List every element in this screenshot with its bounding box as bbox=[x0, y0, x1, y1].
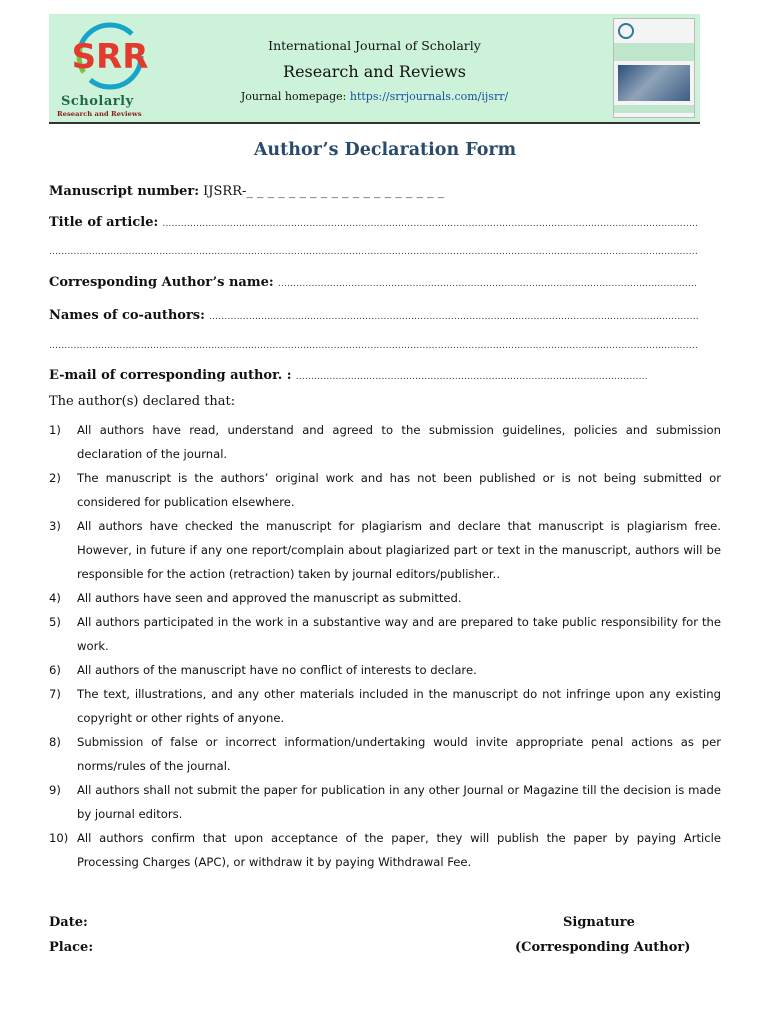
list-item: 8) Submission of false or incorrect information/undertaking would invite appropriate penal actions as per norms/rules of the journal. bbox=[49, 735, 721, 773]
page-title: Author’s Declaration Form bbox=[253, 140, 517, 160]
cover-photo bbox=[618, 65, 690, 101]
article-title-dots-2: .................................................................................................................................................................................................................... bbox=[49, 247, 698, 257]
journal-cover-image bbox=[613, 18, 695, 118]
signature-label: Signature bbox=[563, 915, 635, 930]
manuscript-number-value: IJSRR-_ _ _ _ _ _ _ _ _ _ _ _ _ _ _ _ _ _ _ bbox=[199, 184, 445, 199]
list-item: 4) All authors have seen and approved the manuscript as submitted. bbox=[49, 591, 462, 605]
list-item: 7) The text, illustrations, and any other materials included in the manuscript do not infringe upon any existing copyright or other rights of anyone. bbox=[49, 687, 721, 725]
list-item: 2) The manuscript is the authors’ original work and has not been published or is not being submitted or considered for publication elsewhere. bbox=[49, 471, 721, 509]
list-item: 5) All authors participated in the work in a substantive way and are prepared to take public responsibility for the work. bbox=[49, 615, 721, 653]
list-item: 6) All authors of the manuscript have no conflict of interests to declare. bbox=[49, 663, 477, 677]
list-item: 10) All authors confirm that upon acceptance of the paper, they will publish the paper by paying Article Processing Charges (APC), or withdraw it by paying Withdrawal Fee. bbox=[49, 831, 721, 869]
list-item: 3) All authors have checked the manuscript for plagiarism and declare that manuscript is plagiarism free. However, in future if any one report/complain about plagiarized part or text in the manuscript, authors will be responsible for the action (retraction) taken by journal editors/publisher.. bbox=[49, 519, 721, 581]
email-label: E-mail of corresponding author. : bbox=[49, 368, 292, 383]
corresponding-author-label: Corresponding Author’s name: bbox=[49, 275, 274, 290]
journal-homepage bbox=[49, 90, 700, 103]
srr-logo-icon bbox=[63, 20, 159, 92]
coauthors-dots: ................................................................................................................................................................ bbox=[209, 312, 699, 322]
manuscript-number-field[interactable] bbox=[49, 184, 444, 199]
journal-header bbox=[49, 14, 700, 124]
homepage-link[interactable]: https://srrjournals.com/ijsrr/ bbox=[349, 90, 509, 103]
article-title-field[interactable] bbox=[49, 215, 698, 230]
cover-title-band bbox=[614, 43, 694, 61]
place-label: Place: bbox=[49, 940, 94, 955]
article-title-label: Title of article: bbox=[49, 215, 159, 230]
cover-logo-icon bbox=[618, 23, 634, 39]
logo-letters: SRR bbox=[71, 37, 149, 77]
coauthors-field[interactable] bbox=[49, 308, 699, 323]
logo-scholarly-text: Scholarly bbox=[61, 94, 134, 109]
email-dots: ................................................................................................................... bbox=[295, 372, 648, 382]
list-item: 1) All authors have read, understand and agreed to the submission guidelines, policies and submission declaration of the journal. bbox=[49, 423, 721, 461]
logo-research-text: Research and Reviews bbox=[57, 110, 142, 118]
article-title-dots: ............................................................................................................................................................................... bbox=[162, 219, 699, 229]
coauthors-dots-2: .................................................................................................................................................................................................................... bbox=[49, 341, 698, 351]
coauthors-line2[interactable] bbox=[49, 337, 698, 352]
date-label: Date: bbox=[49, 915, 88, 930]
coauthors-label: Names of co-authors: bbox=[49, 308, 205, 323]
article-title-line2[interactable] bbox=[49, 243, 698, 258]
manuscript-number-label: Manuscript number: bbox=[49, 184, 200, 199]
list-item: 9) All authors shall not submit the paper for publication in any other Journal or Magazine till the decision is made by journal editors. bbox=[49, 783, 721, 821]
corresponding-author-sign-label: (Corresponding Author) bbox=[515, 940, 691, 955]
journal-name-line1: International Journal of Scholarly bbox=[268, 38, 481, 53]
email-field[interactable] bbox=[49, 368, 648, 383]
cover-footer-band bbox=[614, 105, 694, 113]
journal-name-line2: Research and Reviews bbox=[283, 62, 466, 81]
declared-intro: The author(s) declared that: bbox=[49, 394, 236, 409]
declaration-list bbox=[49, 418, 721, 874]
homepage-label: Journal homepage: bbox=[240, 90, 350, 103]
corresponding-author-dots: ......................................................................................................................................... bbox=[277, 279, 698, 289]
corresponding-author-field[interactable] bbox=[49, 275, 697, 290]
